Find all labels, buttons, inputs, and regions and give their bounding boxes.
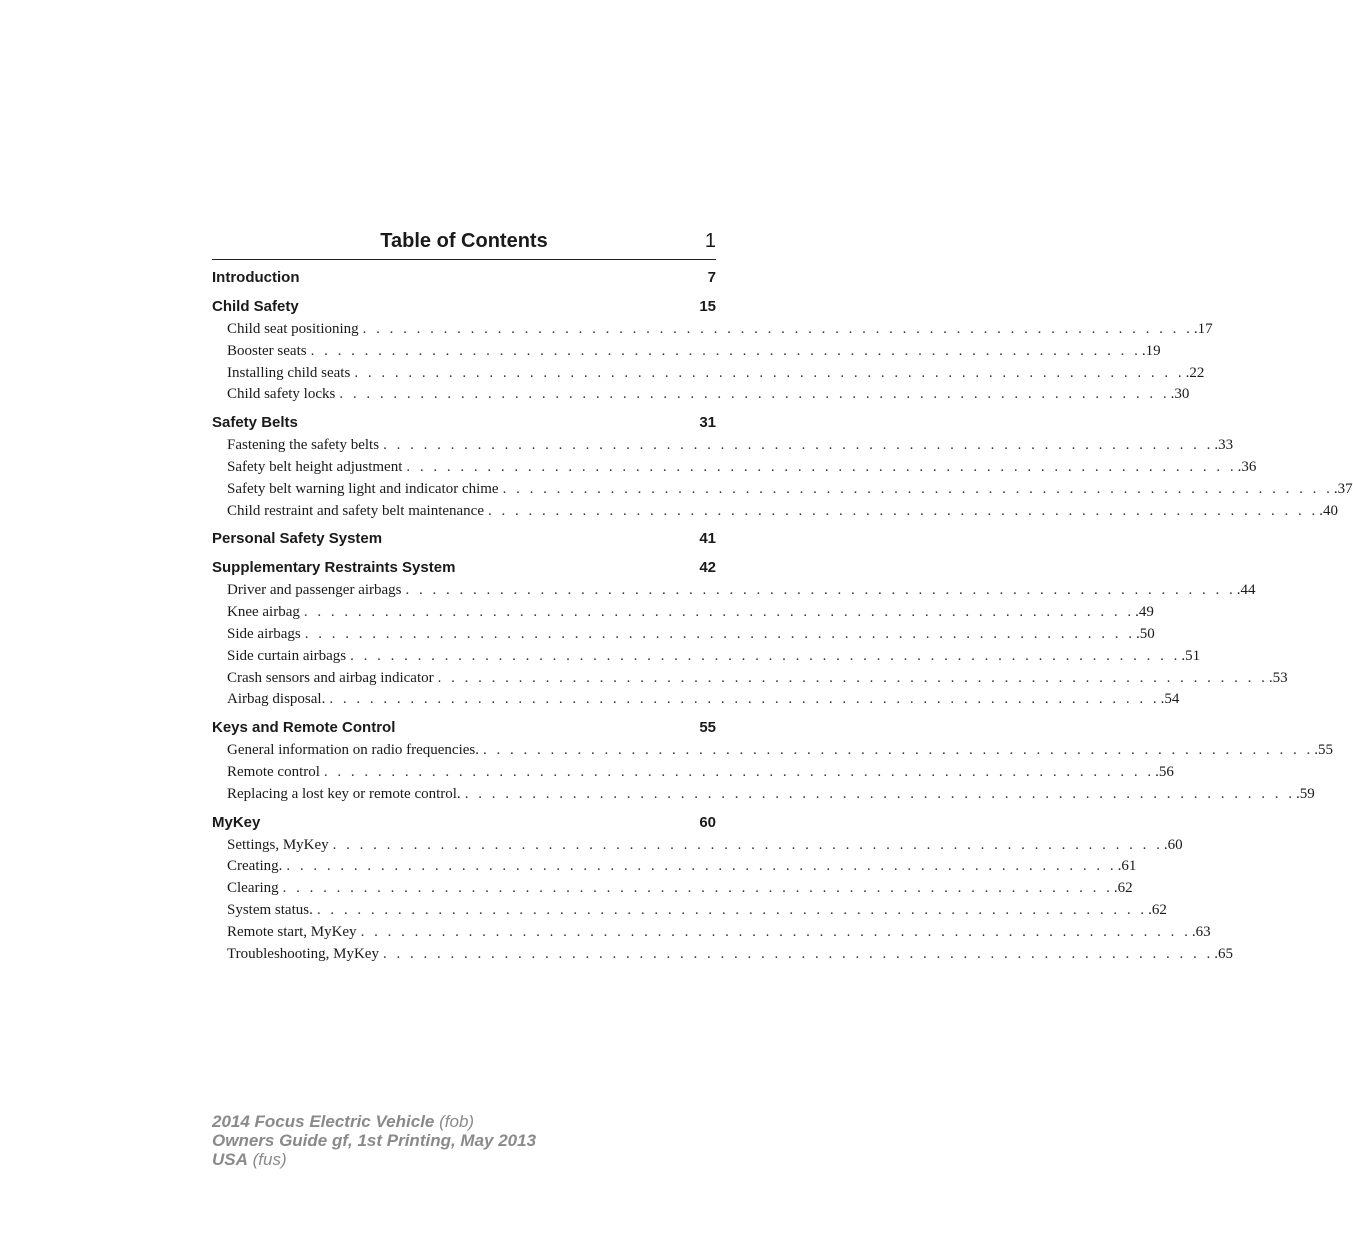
toc-section: [212, 811, 1233, 966]
footer-line-2: [212, 1131, 536, 1150]
toc-entry[interactable]: [212, 922, 1211, 944]
entry-title: Child restraint and safety belt maintenance: [227, 502, 484, 519]
dot-leader: . . . . . . . . . . . . . . . . . . . . . . . . . . . . . . . . . . . . . . . . . . . . . . . . . . . . . . . . . . . . . .: [329, 691, 1160, 708]
entry-page: .54: [1160, 691, 1180, 708]
entry-title: Clearing: [227, 880, 279, 897]
entry-title: Side curtain airbags: [227, 647, 347, 664]
dot-leader: . . . . . . . . . . . . . . . . . . . . . . . . . . . . . . . . . . . . . . . . . . . . . . . . . . . . . . . . . . . . . .: [350, 647, 1181, 664]
dot-leader: . . . . . . . . . . . . . . . . . . . . . . . . . . . . . . . . . . . . . . . . . . . . . . . . . . . . . . . . . . . . . .: [303, 604, 1135, 621]
toc-section: [212, 266, 716, 290]
entry-page: .36: [1237, 458, 1257, 475]
section-heading[interactable]: [212, 716, 716, 740]
toc-entry[interactable]: [212, 435, 1234, 457]
toc-entry[interactable]: [212, 689, 1180, 711]
section-title: Personal Safety System: [212, 530, 383, 548]
section-heading[interactable]: [212, 411, 716, 435]
entry-title: Knee airbag: [227, 604, 300, 621]
dot-leader: . . . . . . . . . . . . . . . . . . . . . . . . . . . . . . . . . . . . . . . . . . . . . . . . . . . . . . . . . . . . . .: [323, 763, 1155, 780]
toc-section: [212, 556, 1288, 711]
entry-title: Remote start, MyKey: [227, 923, 357, 940]
toc-entry[interactable]: [212, 762, 1174, 784]
entry-title: Safety belt height adjustment: [227, 458, 403, 475]
entry-page: .61: [1117, 858, 1137, 875]
footer-vehicle: 2014 Focus Electric Vehicle: [212, 1112, 435, 1131]
entry-title: Troubleshooting, MyKey: [227, 945, 379, 962]
entry-page: .33: [1214, 437, 1234, 454]
toc-entry[interactable]: [212, 457, 1257, 479]
footer-vehicle-code: (fob): [439, 1112, 475, 1131]
dot-leader: . . . . . . . . . . . . . . . . . . . . . . . . . . . . . . . . . . . . . . . . . . . . . . . . . . . . . . . . . . . . . .: [464, 785, 1295, 802]
toc-section: [212, 411, 1353, 522]
toc-entry[interactable]: [212, 668, 1288, 690]
dot-leader: . . . . . . . . . . . . . . . . . . . . . . . . . . . . . . . . . . . . . . . . . . . . . . . . . . . . . . . . . . . . . .: [282, 880, 1113, 897]
dot-leader: . . . . . . . . . . . . . . . . . . . . . . . . . . . . . . . . . . . . . . . . . . . . . . . . . . . . . . . . . . . . . .: [382, 945, 1214, 962]
entry-page: .40: [1319, 502, 1338, 519]
entry-page: .62: [1148, 901, 1167, 918]
toc-entry[interactable]: [212, 944, 1233, 966]
entry-page: .49: [1135, 604, 1154, 621]
dot-leader: . . . . . . . . . . . . . . . . . . . . . . . . . . . . . . . . . . . . . . . . . . . . . . . . . . . . . . . . . . . . . .: [310, 342, 1141, 359]
entry-page: .62: [1113, 880, 1133, 897]
toc-entry[interactable]: [212, 900, 1167, 922]
dot-leader: . . . . . . . . . . . . . . . . . . . . . . . . . . . . . . . . . . . . . . . . . . . . . . . . . . . . . . . . . . . . . .: [362, 321, 1193, 337]
toc-entry[interactable]: [212, 646, 1201, 668]
toc-entry[interactable]: [212, 740, 1333, 762]
section-heading[interactable]: [212, 556, 716, 580]
section-page: 55: [699, 719, 716, 737]
toc-entry[interactable]: [212, 624, 1155, 646]
dot-leader: . . . . . . . . . . . . . . . . . . . . . . . . . . . . . . . . . . . . . . . . . . . . . . . . . . . . . . . . . . . . . .: [437, 669, 1268, 686]
dot-leader: . . . . . . . . . . . . . . . . . . . . . . . . . . . . . . . . . . . . . . . . . . . . . . . . . . . . . . . . . . . . . .: [354, 364, 1185, 381]
dot-leader: . . . . . . . . . . . . . . . . . . . . . . . . . . . . . . . . . . . . . . . . . . . . . . . . . . . . . . . . . . . . . .: [406, 458, 1237, 475]
entry-page: .65: [1214, 945, 1233, 962]
footer-market: USA: [212, 1150, 248, 1169]
dot-leader: . . . . . . . . . . . . . . . . . . . . . . . . . . . . . . . . . . . . . . . . . . . . . . . . . . . . . . . . . . . . . .: [316, 901, 1148, 918]
entry-page: .30: [1170, 386, 1190, 403]
section-page: 15: [699, 298, 716, 315]
section-page: 41: [699, 530, 716, 548]
entry-title: Remote control: [227, 763, 320, 780]
toc-entry[interactable]: [212, 501, 1338, 523]
section-page: 42: [699, 559, 716, 577]
section-heading[interactable]: [212, 295, 716, 319]
section-title: MyKey: [212, 813, 261, 831]
section-page: 31: [699, 414, 716, 432]
dot-leader: . . . . . . . . . . . . . . . . . . . . . . . . . . . . . . . . . . . . . . . . . . . . . . . . . . . . . . . . . . . . . .: [488, 502, 1319, 519]
entry-title: Creating.: [227, 858, 283, 875]
toc-entry[interactable]: [212, 363, 1205, 385]
entry-page: .53: [1268, 669, 1288, 686]
entry-title: Fastening the safety belts: [227, 437, 380, 454]
footer: [212, 1112, 536, 1169]
entry-title: Crash sensors and airbag indicator: [227, 669, 434, 686]
footer-market-code: (fus): [252, 1150, 287, 1169]
entry-page: .63: [1191, 923, 1211, 940]
toc-entry[interactable]: [212, 784, 1315, 806]
entry-page: .55: [1314, 742, 1333, 759]
toc-entry[interactable]: [212, 479, 1353, 501]
entry-page: .60: [1163, 836, 1183, 853]
entry-title: System status.: [227, 901, 313, 918]
section-heading[interactable]: [212, 527, 716, 551]
dot-leader: . . . . . . . . . . . . . . . . . . . . . . . . . . . . . . . . . . . . . . . . . . . . . . . . . . . . . . . . . . . . . .: [304, 625, 1135, 642]
table-of-contents: [212, 266, 1353, 970]
toc-entry[interactable]: [212, 319, 1213, 341]
entry-title: Child seat positioning: [227, 321, 359, 337]
entry-page: .17: [1193, 321, 1213, 337]
entry-title: General information on radio frequencies.: [227, 742, 479, 759]
section-heading[interactable]: [212, 266, 716, 290]
toc-section: [212, 716, 1333, 805]
section-page: 60: [699, 813, 716, 831]
dot-leader: . . . . . . . . . . . . . . . . . . . . . . . . . . . . . . . . . . . . . . . . . . . . . . . . . . . . . . . . . . . . . .: [332, 836, 1163, 853]
footer-printing: Owners Guide gf, 1st Printing, May 2013: [212, 1131, 537, 1150]
toc-entry[interactable]: [212, 878, 1133, 900]
dot-leader: . . . . . . . . . . . . . . . . . . . . . . . . . . . . . . . . . . . . . . . . . . . . . . . . . . . . . . . . . . . . . .: [502, 480, 1333, 497]
entry-title: Child safety locks: [227, 386, 336, 403]
entry-title: Airbag disposal.: [227, 691, 326, 708]
entry-title: Replacing a lost key or remote control.: [227, 785, 461, 802]
toc-entry[interactable]: [212, 341, 1161, 363]
toc-entry[interactable]: [212, 384, 1190, 406]
entry-page: .19: [1141, 342, 1161, 359]
toc-entry[interactable]: [212, 856, 1137, 878]
dot-leader: . . . . . . . . . . . . . . . . . . . . . . . . . . . . . . . . . . . . . . . . . . . . . . . . . . . . . . . . . . . . . .: [286, 858, 1117, 875]
entry-page: .59: [1295, 785, 1315, 802]
dot-leader: . . . . . . . . . . . . . . . . . . . . . . . . . . . . . . . . . . . . . . . . . . . . . . . . . . . . . . . . . . . . . .: [360, 923, 1191, 940]
section-title: Safety Belts: [212, 414, 298, 432]
entry-page: .37: [1333, 480, 1353, 497]
entry-title: Installing child seats: [227, 364, 351, 381]
dot-leader: . . . . . . . . . . . . . . . . . . . . . . . . . . . . . . . . . . . . . . . . . . . . . . . . . . . . . . . . . . . . . .: [383, 437, 1214, 454]
dot-leader: . . . . . . . . . . . . . . . . . . . . . . . . . . . . . . . . . . . . . . . . . . . . . . . . . . . . . . . . . . . . . .: [482, 742, 1314, 759]
dot-leader: . . . . . . . . . . . . . . . . . . . . . . . . . . . . . . . . . . . . . . . . . . . . . . . . . . . . . . . . . . . . . .: [405, 582, 1236, 599]
toc-section: [212, 527, 716, 551]
section-title: Child Safety: [212, 298, 299, 315]
entry-page: .51: [1181, 647, 1201, 664]
toc-entry[interactable]: [212, 602, 1154, 624]
toc-entry[interactable]: [212, 835, 1183, 857]
entry-page: .44: [1236, 582, 1256, 599]
entry-page: .56: [1155, 763, 1174, 780]
section-title: Introduction: [212, 269, 300, 286]
entry-title: Settings, MyKey: [227, 836, 329, 853]
page-number: 1: [704, 230, 716, 252]
entry-page: .50: [1135, 625, 1155, 642]
footer-line-3: [212, 1150, 536, 1169]
section-title: Supplementary Restraints System: [212, 559, 456, 577]
dot-leader: . . . . . . . . . . . . . . . . . . . . . . . . . . . . . . . . . . . . . . . . . . . . . . . . . . . . . . . . . . . . . .: [339, 386, 1170, 403]
entry-title: Safety belt warning light and indicator chime: [227, 480, 499, 497]
page-header: [212, 228, 716, 260]
toc-entry[interactable]: [212, 580, 1256, 602]
entry-title: Side airbags: [227, 625, 301, 642]
section-title: Keys and Remote Control: [212, 719, 396, 737]
entry-page: .22: [1185, 364, 1205, 381]
section-page: 7: [707, 269, 716, 286]
toc-section: [212, 295, 1213, 406]
entry-title: Driver and passenger airbags: [227, 582, 402, 599]
footer-line-1: [212, 1112, 536, 1131]
section-heading[interactable]: [212, 811, 716, 835]
entry-title: Booster seats: [227, 342, 307, 359]
page-title: Table of Contents: [380, 230, 548, 252]
